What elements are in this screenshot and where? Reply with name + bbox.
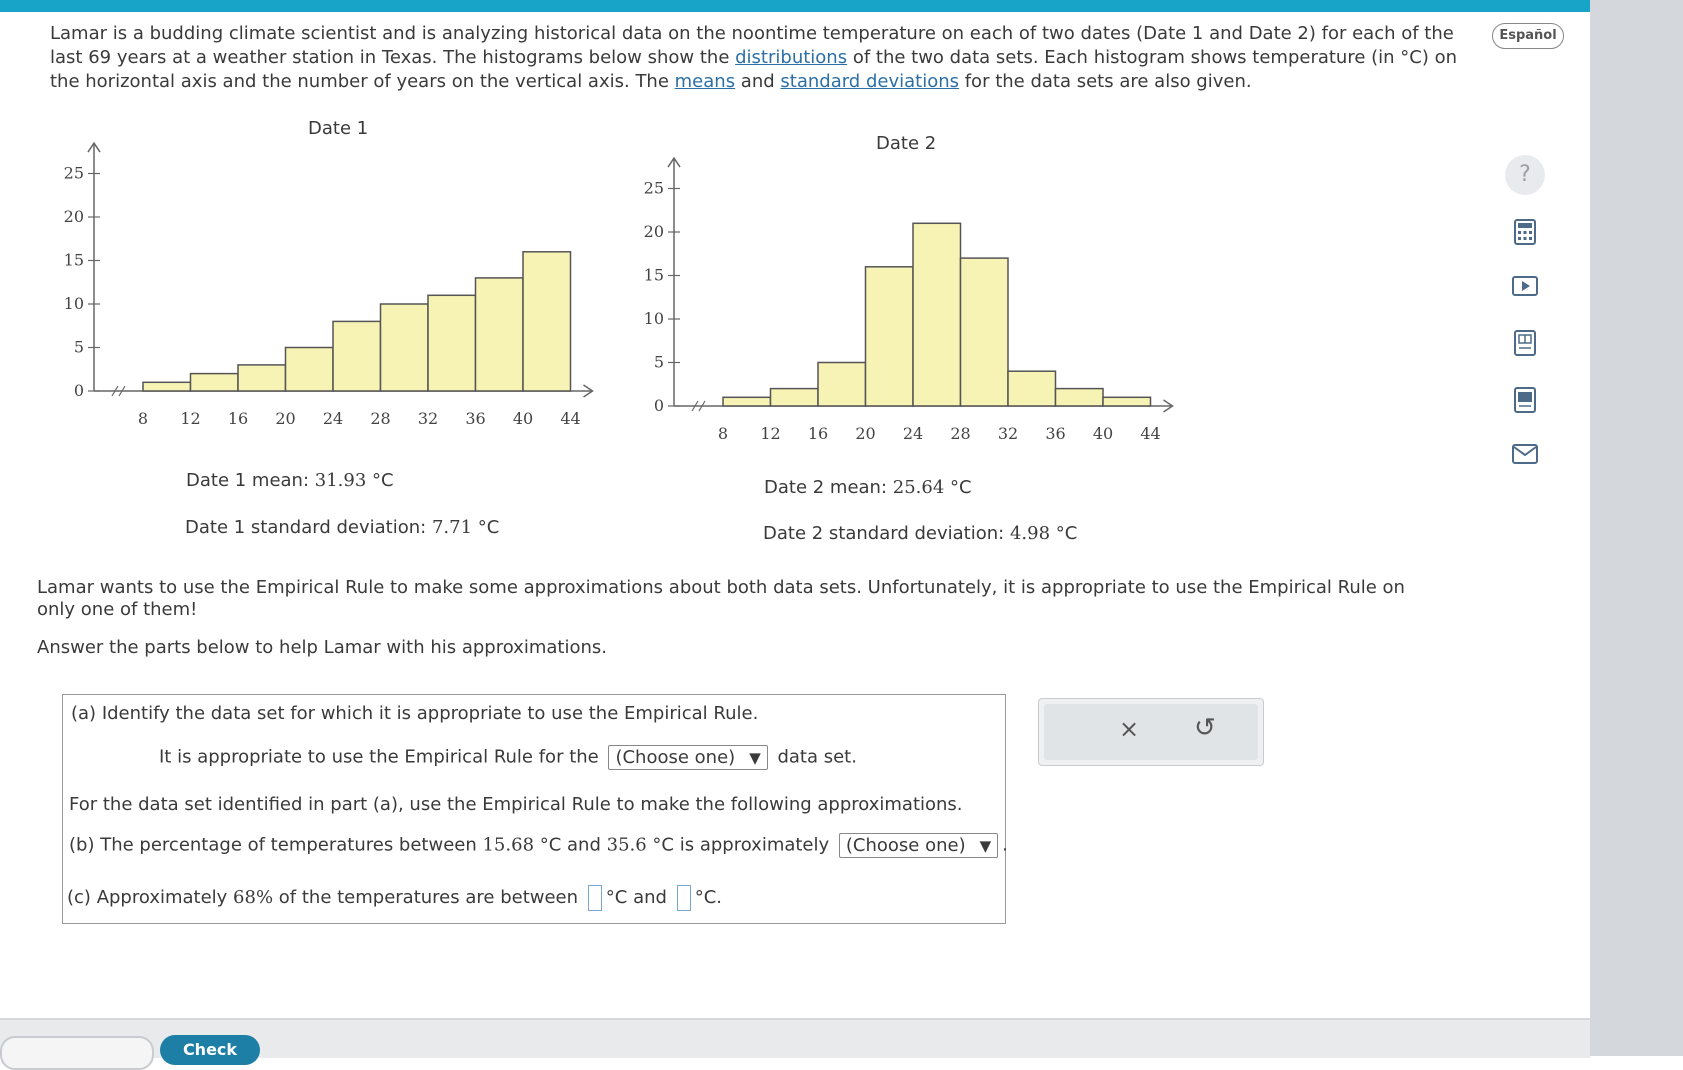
histogram-bar	[238, 365, 286, 391]
y-tick-label: 20	[63, 207, 84, 226]
dropdown-caret-icon: ▼	[979, 837, 992, 855]
intro-text-3: and	[735, 71, 781, 92]
intro-text-2: of the two data sets. Each histogram shows temperature (in °C) on the horizontal axis and the number of years on the vertical axis. The	[50, 47, 1458, 92]
histogram-date1	[50, 135, 610, 445]
x-tick-label: 40	[1092, 424, 1114, 443]
part-b-dropdown[interactable]: (Choose one) ▼	[839, 833, 998, 858]
x-tick-label: 44	[560, 409, 581, 428]
part-c-sentence: (c) Approximately 68% of the temperatures are between °C and °C.	[67, 885, 722, 911]
part-a-prompt: (a) Identify the data set for which it is appropriate to use the Empirical Rule.	[71, 703, 759, 724]
language-toggle-button[interactable]: Español	[1492, 23, 1564, 49]
instructions: Answer the parts below to help Lamar with his approximations.	[37, 637, 607, 658]
histogram-bar	[143, 382, 191, 391]
histogram-bar	[523, 252, 571, 391]
glossary-icon[interactable]	[1512, 387, 1538, 413]
y-tick-label: 0	[73, 381, 84, 400]
histogram-bar	[1008, 371, 1056, 406]
x-tick-label: 36	[1045, 424, 1066, 443]
y-tick-label: 15	[643, 265, 664, 285]
histogram-bar	[818, 363, 866, 407]
intro-text-1: Lamar is a budding climate scientist and is analyzing historical data on the noontime temperature on each of two dates (Date 1 and Date 2) for each of the last 69 years at a weather station in Texas. The histograms below show the	[50, 23, 1454, 68]
part-c-upper-input[interactable]	[677, 885, 691, 911]
check-button[interactable]: Check	[160, 1035, 260, 1065]
intro-text-4: for the data sets are also given.	[959, 71, 1252, 92]
y-tick-label: 15	[63, 250, 84, 270]
x-tick-label: 28	[950, 424, 971, 443]
histogram-bar	[286, 348, 334, 392]
x-tick-label: 12	[760, 424, 781, 443]
histogram-bar	[1103, 397, 1151, 406]
y-tick-label: 5	[653, 352, 664, 372]
distributions-link[interactable]: distributions	[735, 47, 848, 68]
calculator-icon[interactable]	[1512, 219, 1538, 245]
undo-icon[interactable]: ↺	[1194, 713, 1216, 743]
followup-text: For the data set identified in part (a), use the Empirical Rule to make the following approximations.	[69, 794, 963, 815]
histogram-bar	[961, 258, 1009, 406]
x-tick-label: 20	[275, 409, 296, 428]
histogram-bar	[381, 304, 429, 391]
date1-mean: Date 1 mean: 31.93 °C	[186, 470, 394, 491]
chart-title-date2: Date 2	[876, 133, 937, 154]
clear-answer-icon[interactable]: ×	[1119, 715, 1140, 743]
x-tick-label: 16	[227, 409, 249, 428]
histogram-bar	[333, 321, 381, 391]
previous-button[interactable]	[0, 1036, 154, 1070]
question-box	[62, 694, 1006, 924]
part-a-dropdown[interactable]: (Choose one) ▼	[608, 745, 767, 770]
x-tick-label: 36	[465, 409, 486, 428]
x-tick-label: 28	[370, 409, 391, 428]
y-tick-label: 5	[73, 337, 84, 357]
y-tick-label: 0	[653, 396, 664, 415]
date2-mean: Date 2 mean: 25.64 °C	[764, 477, 972, 498]
x-tick-label: 44	[1140, 424, 1161, 443]
histogram-bar	[723, 397, 771, 406]
problem-intro	[50, 22, 1470, 94]
chart-title-date1: Date 1	[308, 118, 369, 139]
histogram-bar	[428, 295, 476, 391]
answer-actions	[1038, 698, 1264, 766]
y-tick-label: 25	[63, 163, 84, 183]
top-accent-bar	[0, 0, 1590, 12]
video-icon[interactable]	[1512, 275, 1538, 301]
y-tick-label: 10	[63, 294, 84, 313]
x-tick-label: 32	[417, 409, 439, 428]
x-tick-label: 24	[902, 424, 924, 443]
y-tick-label: 10	[643, 309, 664, 328]
x-tick-label: 16	[807, 424, 829, 443]
date1-sd: Date 1 standard deviation: 7.71 °C	[185, 517, 500, 538]
part-c-lower-input[interactable]	[588, 885, 602, 911]
dropdown-caret-icon: ▼	[749, 749, 761, 767]
x-tick-label: 20	[855, 424, 876, 443]
x-tick-label: 8	[137, 409, 149, 428]
x-tick-label: 12	[180, 409, 201, 428]
date2-sd: Date 2 standard deviation: 4.98 °C	[763, 523, 1078, 544]
histogram-bar	[191, 374, 239, 391]
histogram-bar	[913, 223, 961, 406]
histogram-bar	[771, 389, 819, 406]
part-b-sentence: (b) The percentage of temperatures between 15.68 °C and 35.6 °C is approximately (Choose one) ▼ .	[69, 834, 1008, 856]
textbook-icon[interactable]	[1512, 330, 1538, 356]
histogram-bar	[476, 278, 524, 391]
histogram-bar	[1056, 389, 1104, 406]
standard-deviations-link[interactable]: standard deviations	[780, 71, 959, 92]
x-tick-label: 40	[512, 409, 534, 428]
histogram-bar	[866, 267, 914, 406]
right-gutter	[1590, 0, 1683, 1056]
part-a-sentence: It is appropriate to use the Empirical Rule for the (Choose one) ▼ data set.	[159, 746, 857, 768]
x-tick-label: 8	[717, 424, 729, 443]
y-tick-label: 25	[643, 178, 664, 198]
x-tick-label: 24	[322, 409, 344, 428]
help-icon[interactable]: ?	[1505, 155, 1545, 195]
mail-icon[interactable]	[1512, 444, 1538, 470]
empirical-rule-note: Lamar wants to use the Empirical Rule to make some approximations about both data sets. Unfortunately, it is appropriate to use the Empirical Rule on only one of them!	[37, 577, 1405, 620]
x-tick-label: 32	[997, 424, 1019, 443]
y-tick-label: 20	[643, 222, 664, 241]
histogram-date2	[630, 150, 1190, 460]
means-link[interactable]: means	[674, 71, 736, 92]
